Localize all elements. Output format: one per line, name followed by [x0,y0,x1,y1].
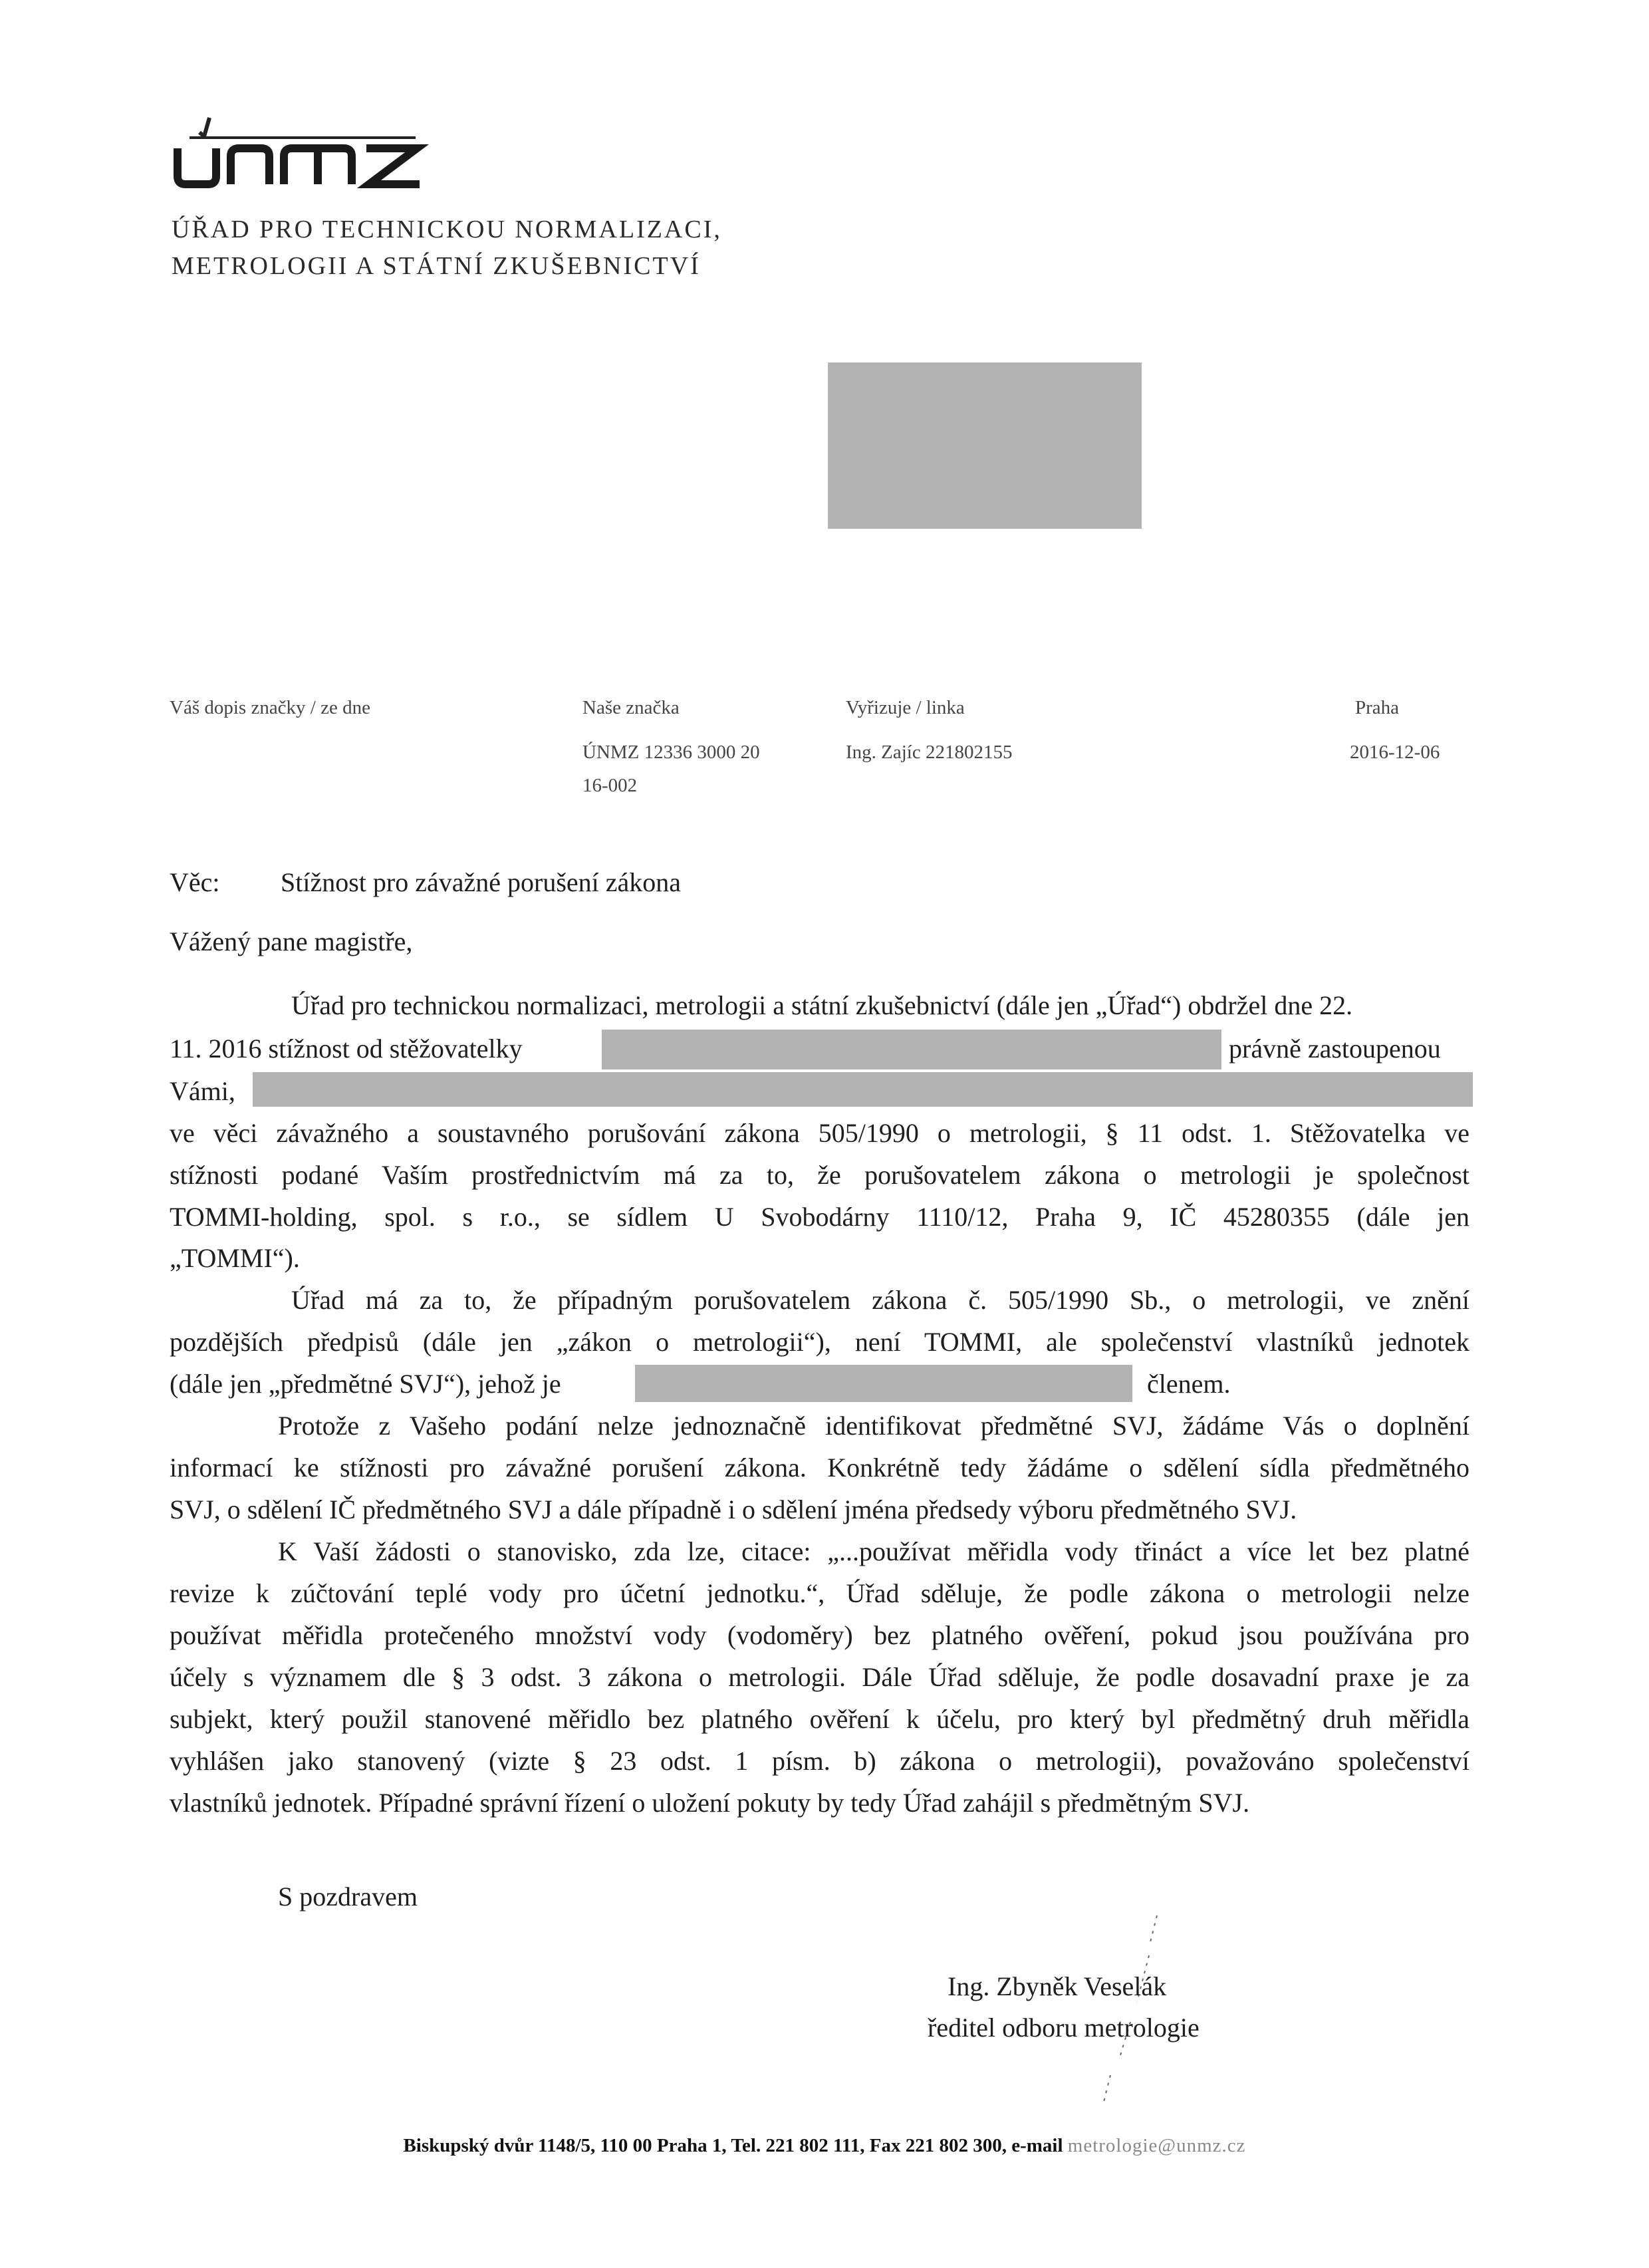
redacted-complainant-ref [635,1365,1132,1402]
p1-line-7: „TOMMI“). [170,1243,300,1273]
p1-line-4: ve věci závažného a soustavného porušování zákona 505/1990 o metrologii, § 11 odst. 1. Stěžovatelka ve [170,1118,1469,1148]
signatory-name: Ing. Zbyněk Veselák [948,1971,1167,2001]
p2-line-3b: členem. [1147,1369,1231,1399]
our-ref-value: ÚNMZ 12336 3000 20 [582,742,760,763]
closing: S pozdravem [278,1882,418,1912]
p2-line-3a: (dále jen „předmětné SVJ“), jehož je [170,1369,561,1399]
p1-line-3: Vámi, [170,1076,235,1106]
p4-line-7: vlastníků jednotek. Případné správní řízení o uložení pokuty by tedy Úřad zahájil s předmětným SVJ. [170,1788,1250,1818]
your-ref-label: Váš dopis značky / ze dne [170,697,370,718]
p3-line-2: informací ke stížnosti pro závažné porušení zákona. Konkrétně tedy žádáme o sdělení sídla předmětného [170,1453,1469,1483]
footer-email[interactable]: metrologie@unmz.cz [1067,2135,1246,2156]
unmz-logo-graphic [170,110,429,190]
org-name-line2: METROLOGII A STÁTNÍ ZKUŠEBNICTVÍ [172,252,701,280]
org-name-line1: ÚŘAD PRO TECHNICKOU NORMALIZACI, [172,215,722,243]
p1-line-5: stížnosti podané Vaším prostřednictvím má za to, že porušovatelem zákona o metrologii je společnost [170,1160,1469,1190]
p2-line-2: pozdějších předpisů (dále jen „zákon o metrologii“), není TOMMI, ale společenství vlastníků jednotek [170,1327,1469,1357]
unmz-logo [170,110,429,190]
p1-line-2b: právně zastoupenou [1229,1034,1441,1063]
footer-address-text: Biskupský dvůr 1148/5, 110 00 Praha 1, Tel. 221 802 111, Fax 221 802 300, e-mail [403,2135,1063,2156]
p3-line-1: Protože z Vašeho podání nelze jednoznačně identifikovat předmětné SVJ, žádáme Vás o doplnění [278,1411,1469,1441]
signature-scribble [1057,1902,1190,2115]
our-ref-label: Naše značka [582,697,680,718]
signatory-title: ředitel odboru metrologie [928,2013,1200,2043]
p1-line-6: TOMMI-holding, spol. s r.o., se sídlem U Svobodárny 1110/12, Praha 9, IČ 45280355 (dále jen [170,1202,1469,1232]
p1-line-1: Úřad pro technickou normalizaci, metrologii a státní zkušebnictví (dále jen „Úřad“) obdržel dne 22. [291,990,1353,1020]
salutation: Vážený pane magistře, [170,926,413,956]
subject-text: Stížnost pro závažné porušení zákona [281,867,682,897]
p2-line-1: Úřad má za to, že případným porušovatelem zákona č. 505/1990 Sb., o metrologii, ve znění [291,1285,1469,1315]
p4-line-1: K Vaší žádosti o stanovisko, zda lze, citace: „...používat měřidla vody třináct a více let bez platné [278,1536,1469,1566]
p4-line-3: používat měřidla protečeného množství vody (vodoměry) bez platného ověření, pokud jsou používána pro [170,1620,1469,1650]
subject-label: Věc: [170,867,220,897]
handled-by-value: Ing. Zajíc 221802155 [846,742,1013,763]
redacted-address-block [828,362,1142,529]
p4-line-6: vyhlášen jako stanovený (vizte § 23 odst. 1 písm. b) zákona o metrologii), považováno společenství [170,1746,1469,1776]
footer-address [0,2135,1649,2157]
our-ref-value-cont: 16-002 [582,775,638,796]
redacted-representative [253,1072,1473,1107]
p1-line-2a: 11. 2016 stížnost od stěžovatelky [170,1034,523,1063]
p4-line-4: účely s významem dle § 3 odst. 3 zákona o metrologii. Dále Úřad sděluje, že podle dosavadní praxe je za [170,1662,1469,1692]
handled-by-label: Vyřizuje / linka [846,697,965,718]
redacted-complainant-name [602,1030,1221,1069]
date-value: 2016-12-06 [1350,742,1440,763]
p4-line-2: revize k zúčtování teplé vody pro účetní jednotku.“, Úřad sděluje, že podle zákona o metrologii nelze [170,1578,1469,1608]
p3-line-3: SVJ, o sdělení IČ předmětného SVJ a dále případně i o sdělení jména předsedy výboru předmětného SVJ. [170,1494,1297,1524]
p4-line-5: subjekt, který použil stanovené měřidlo bez platného ověření k účelu, pro který byl předmětný druh měřidla [170,1704,1469,1734]
place-label: Praha [1355,697,1400,718]
